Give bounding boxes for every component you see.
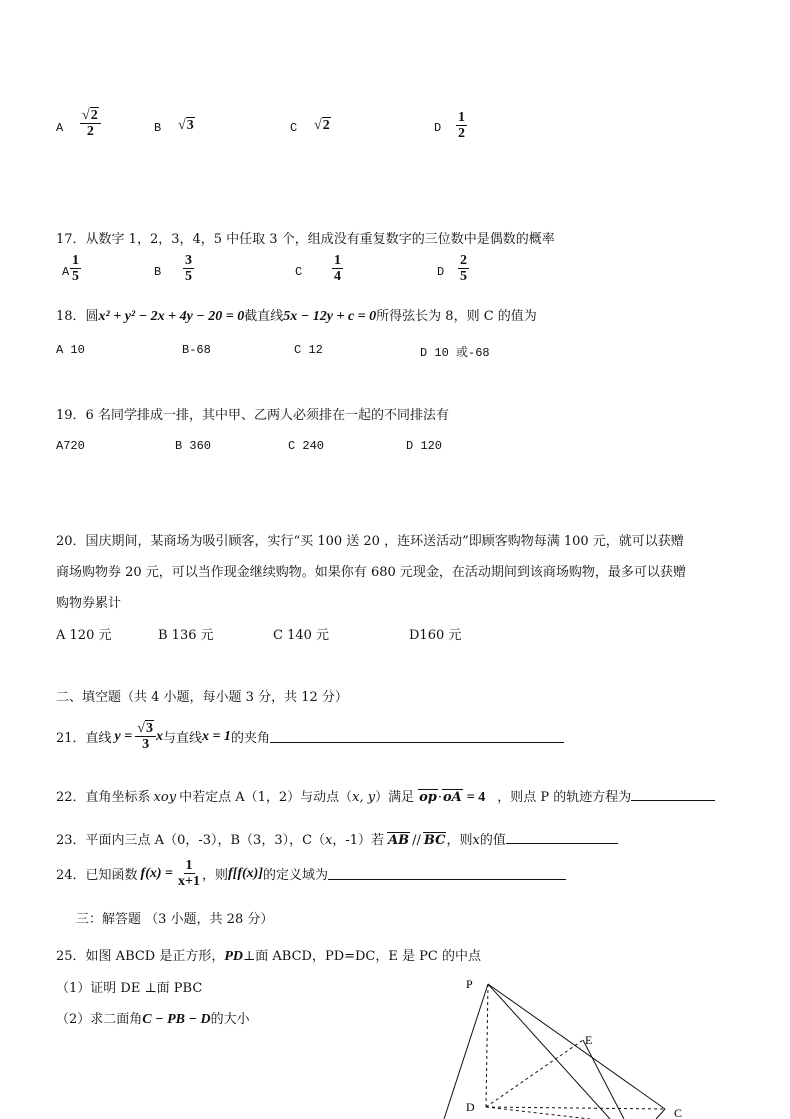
edge-pb (488, 984, 610, 1119)
q25-text: 25．如图 ABCD 是正方形，PD⊥面 ABCD，PD=DC，E 是 PC 的中点 (56, 949, 481, 964)
q18-option-b: B-68 (182, 343, 211, 357)
q17-option-d-label: D (437, 265, 445, 279)
q25-part1: （1）证明 DE ⊥面 PBC (56, 981, 203, 996)
segment-eb (583, 1040, 624, 1119)
edge-cb (656, 1109, 665, 1119)
q20-option-a: A 120 元 (56, 628, 112, 643)
label-p: P (466, 977, 473, 991)
q25-part2: （2）求二面角C − PB − D的大小 (56, 1012, 250, 1027)
q17-option-c-value: $\frac{1}{4}$ (334, 253, 341, 284)
q19-option-b: B 360 (175, 439, 212, 453)
section-answer-heading: 三：解答题 （3 小题，共 28 分） (76, 912, 274, 927)
edge-dc (486, 1107, 665, 1109)
q16-option-b-value: √3 (178, 118, 194, 133)
q17-option-a-value: $\frac{1}{5}$ (72, 253, 79, 284)
q19-option-a: A720 (56, 439, 85, 453)
q16-option-b-label: B (154, 121, 162, 135)
q23-text: 23．平面内三点 A（0，-3），B（3，3），C（ x ，-1）若 AB // BC ，则 x 的值 (56, 829, 618, 848)
q16-option-d-label: D (434, 121, 442, 135)
q20-option-d: D160 元 (409, 628, 462, 643)
label-c: C (674, 1106, 683, 1119)
q18-option-d: D 10 或-68 (420, 346, 490, 360)
q16-option-a-value: $\frac{√2}{2}$ (80, 108, 101, 139)
q17-option-c-label: C (295, 265, 303, 279)
q20-text-line1: 20．国庆期间，某商场为吸引顾客，实行“买 100 送 20 ，连环送活动”即顾客购物每满 100 元，就可以获赠 (56, 534, 684, 549)
q20-option-c: C 140 元 (273, 628, 330, 643)
q21-text: 21．直线 y = $\frac{√3}{3}$ x 与直线 x = 1 的夹角 (56, 721, 564, 752)
edge-pd (486, 984, 488, 1107)
q16-option-a-label: A (56, 121, 64, 135)
q21-answer-blank[interactable] (270, 730, 564, 743)
q24-answer-blank[interactable] (328, 867, 566, 880)
edge-pa (444, 984, 488, 1119)
q22-text: 22．直角坐标系 xoy 中若定点 A（1，2）与动点（ x, y ）满足 op · oA = 4 ，则点 P 的轨迹方程为 (56, 786, 715, 806)
q17-option-a-label: A (62, 265, 70, 279)
q19-option-d: D 120 (406, 439, 443, 453)
q18-text: 18．圆x² + y² − 2x + 4y − 20 = 0截直线5x − 12y + c = 0所得弦长为 8，则 C 的值为 (56, 309, 537, 324)
edge-pc (488, 984, 665, 1109)
q19-option-c: C 240 (288, 439, 325, 453)
q18-option-a: A 10 (56, 343, 85, 357)
q22-answer-blank[interactable] (631, 788, 715, 801)
q20-option-b: B 136 元 (158, 628, 214, 643)
q17-option-b-value: $\frac{3}{5}$ (185, 253, 192, 284)
q16-option-d-value: $\frac{1}{2}$ (458, 110, 465, 141)
q24-text: 24．已知函数 f(x) = $\frac{1}{x+1}$ ，则 f[f(x)] 的定义域为 (56, 858, 566, 889)
q19-text: 19．6 名同学排成一排，其中甲、乙两人必须排在一起的不同排法有 (56, 408, 449, 423)
segment-db (486, 1107, 590, 1119)
q16-option-c-label: C (290, 121, 298, 135)
label-e: E (585, 1033, 593, 1047)
q20-text-line2: 商场购物券 20 元，可以当作现金继续购物。如果你有 680 元现金，在活动期间到该商场购物，最多可以获赠 (56, 565, 686, 580)
q16-option-c-value: √2 (314, 118, 330, 133)
q18-option-c: C 12 (294, 343, 323, 357)
q17-text: 17．从数字 1，2，3，4，5 中任取 3 个，组成没有重复数字的三位数中是偶数的概率 (56, 232, 555, 247)
q17-option-b-label: B (154, 265, 162, 279)
pyramid-figure (420, 970, 700, 1119)
section-fill-in-heading: 二、填空题（共 4 小题，每小题 3 分，共 12 分） (56, 690, 348, 705)
q20-text-line3: 购物券累计 (56, 596, 122, 611)
q23-answer-blank[interactable] (506, 831, 618, 844)
label-d: D (466, 1100, 475, 1114)
q17-option-d-value: $\frac{2}{5}$ (460, 253, 467, 284)
